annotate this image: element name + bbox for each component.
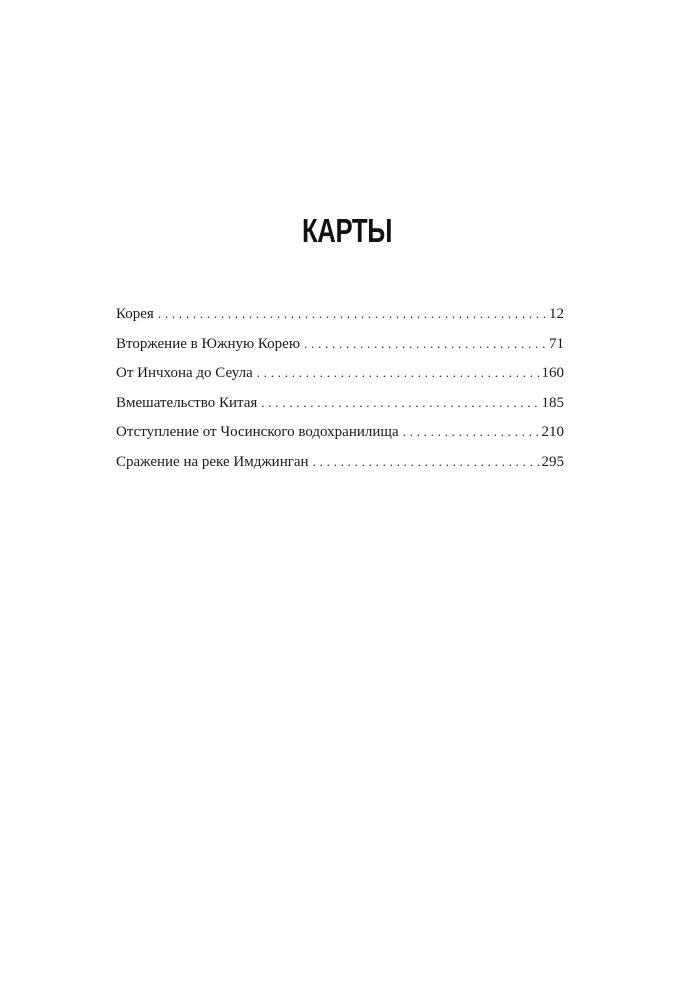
dot-leader: [261, 395, 538, 411]
page-number: 210: [541, 424, 564, 441]
maps-list: [116, 306, 564, 484]
dot-leader: [257, 365, 539, 381]
list-item: [116, 365, 564, 395]
list-item: [116, 336, 564, 366]
list-item-label: От Инчхона до Сеула: [116, 365, 253, 382]
dot-leader: [403, 424, 539, 440]
dot-leader: [304, 336, 546, 352]
dot-leader: [313, 454, 539, 470]
list-item: [116, 454, 564, 484]
list-item-label: Вторжение в Южную Корею: [116, 335, 301, 352]
list-item-label: Отступление от Чосинского водохранилища: [116, 424, 399, 441]
page-number: 12: [549, 306, 564, 322]
list-item-label: Сражение на реке Имджинган: [116, 453, 309, 470]
list-item: [116, 306, 564, 336]
page-number: 71: [549, 335, 564, 352]
page-number: 185: [541, 394, 564, 411]
list-item: [116, 395, 564, 425]
list-item-label: Вмешательство Китая: [116, 394, 258, 411]
page-number: 160: [541, 365, 564, 382]
dot-leader: [158, 306, 546, 322]
page-number: 295: [541, 453, 564, 470]
list-item: [116, 424, 564, 454]
list-item-label: Корея: [116, 306, 154, 322]
page-title: КАРТЫ: [301, 212, 393, 249]
